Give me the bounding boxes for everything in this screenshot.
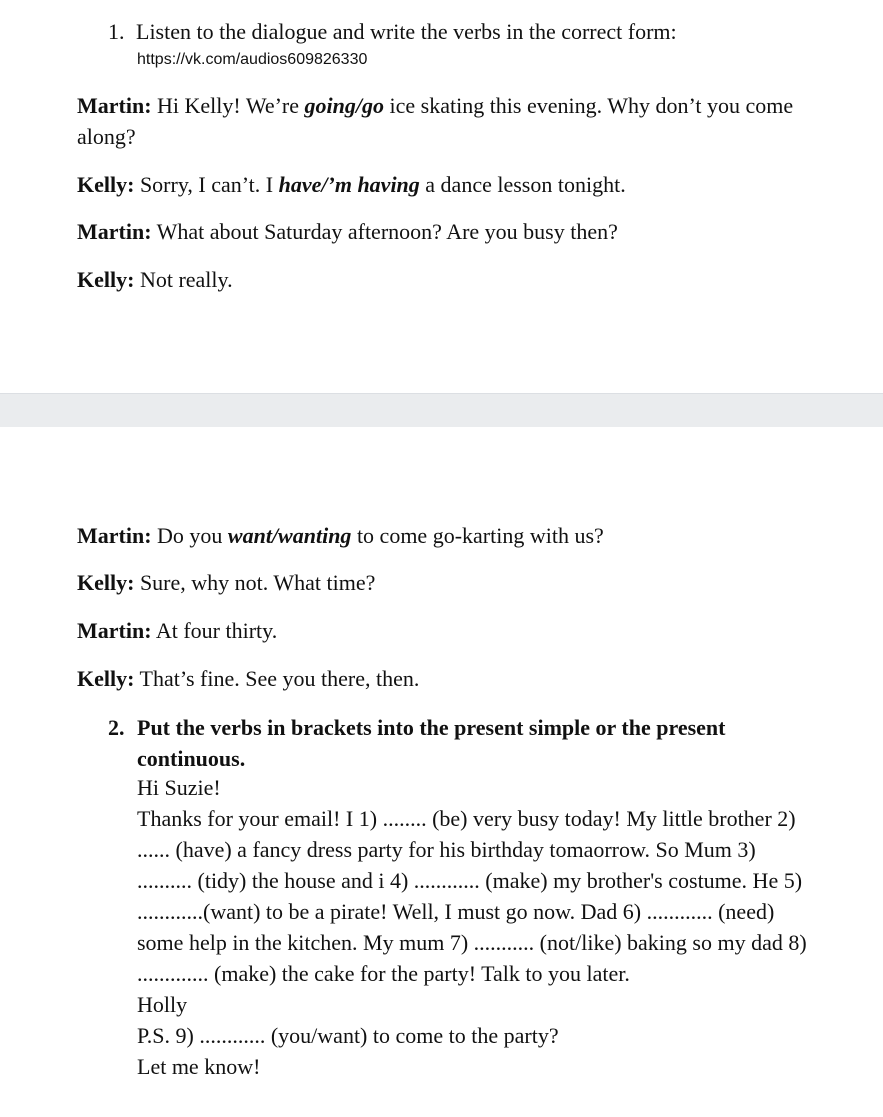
letter-line: Let me know! <box>137 1054 261 1079</box>
page-1 <box>0 0 883 393</box>
dialogue-line-7 <box>77 615 277 646</box>
task-2-heading <box>108 712 828 774</box>
dialogue-text: That’s fine. See you there, then. <box>134 666 420 691</box>
speaker-name: Martin: <box>77 523 152 548</box>
dialogue-text: Hi Kelly! We’re <box>151 93 305 118</box>
audio-link[interactable]: https://vk.com/audios609826330 <box>137 51 368 68</box>
dialogue-text: What about Saturday afternoon? Are you busy then? <box>151 219 618 244</box>
letter-line: ...... (have) a fancy dress party for his birthday tomaorrow. So Mum 3) <box>137 837 756 862</box>
dialogue-text: to come go-karting with us? <box>351 523 604 548</box>
page-break <box>0 393 883 428</box>
dialogue-line-3 <box>77 216 618 247</box>
letter-line: some help in the kitchen. My mum 7) ........... (not/like) baking so my dad 8) <box>137 930 807 955</box>
task-1-number: 1. <box>108 19 125 44</box>
letter-line: P.S. 9) ............ (you/want) to come to the party? <box>137 1023 559 1048</box>
dialogue-line-2 <box>77 169 626 200</box>
dialogue-line-1 <box>77 90 857 152</box>
letter-line: Hi Suzie! <box>137 775 221 800</box>
dialogue-line-6 <box>77 567 375 598</box>
letter-line: Thanks for your email! I 1) ........ (be) very busy today! My little brother 2) <box>137 806 796 831</box>
dialogue-text: Do you <box>151 523 228 548</box>
speaker-name: Kelly: <box>77 570 135 595</box>
letter-text <box>137 772 877 1082</box>
task-2-instruction: Put the verbs in brackets into the present simple or the present continuous. <box>137 715 726 771</box>
dialogue-text: a dance lesson tonight. <box>419 172 626 197</box>
speaker-name: Martin: <box>77 618 152 643</box>
dialogue-line-5 <box>77 520 604 551</box>
dialogue-line-8 <box>77 663 419 694</box>
verb-option: want/wanting <box>227 523 352 548</box>
dialogue-text: Sorry, I can’t. I <box>134 172 279 197</box>
task-2-number: 2. <box>108 715 125 740</box>
speaker-name: Martin: <box>77 93 152 118</box>
speaker-name: Kelly: <box>77 666 135 691</box>
letter-line: ............. (make) the cake for the party! Talk to you later. <box>137 961 630 986</box>
dialogue-text: Not really. <box>134 267 233 292</box>
letter-line: ............(want) to be a pirate! Well, I must go now. Dad 6) ............ (need) <box>137 899 775 924</box>
task-1-heading <box>108 19 677 45</box>
speaker-name: Martin: <box>77 219 152 244</box>
verb-option: going/go <box>304 93 384 118</box>
letter-line: .......... (tidy) the house and i 4) ............ (make) my brother's costume. He 5) <box>137 868 803 893</box>
task-1-instruction: Listen to the dialogue and write the verbs in the correct form: <box>136 19 677 44</box>
speaker-name: Kelly: <box>77 172 135 197</box>
dialogue-text: ice skating this evening. Why don’t you come along? <box>77 93 794 149</box>
letter-line: Holly <box>137 992 188 1017</box>
speaker-name: Kelly: <box>77 267 135 292</box>
dialogue-line-4 <box>77 264 233 295</box>
dialogue-text: At four thirty. <box>151 618 278 643</box>
dialogue-text: Sure, why not. What time? <box>134 570 376 595</box>
verb-option: have/’m having <box>278 172 420 197</box>
